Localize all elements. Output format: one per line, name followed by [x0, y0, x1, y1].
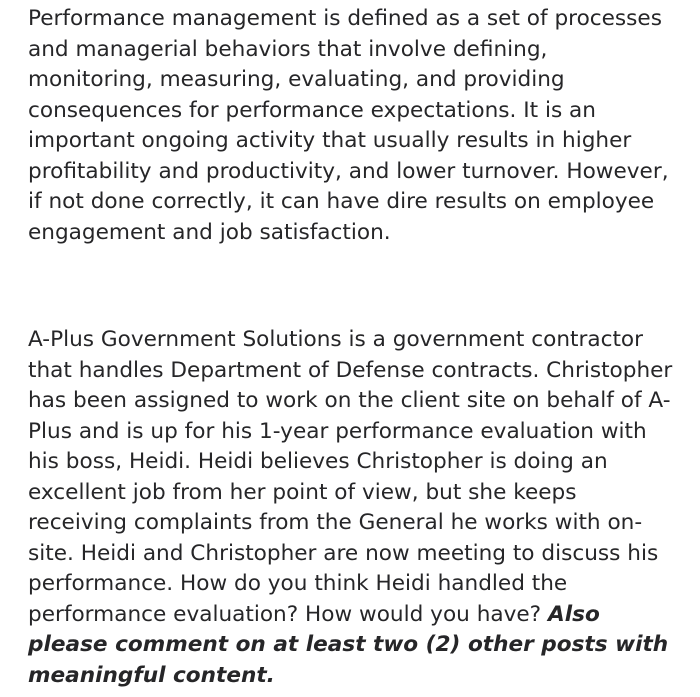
intro-paragraph: Performance management is defined as a set of processes and managerial behaviors that involve defining, monitoring, measuring, evaluating, and providing consequences for performance expectations. It is an important ongoing activity that usually results in higher profitability and productivity, and lower turnover. However, if not done correctly, it can have dire results on employee engagement and job satisfaction.	[28, 6, 669, 245]
document-body	[28, 4, 678, 688]
instruction-text: Also please comment on at least two (2) other posts with meaningful content.	[28, 601, 669, 688]
case-text: A-Plus Government Solutions is a government contractor that handles Department of Defense contracts. Christopher has been assigned to work on the client site on behalf of A-Plus and is up for his 1-year performance evaluation with his boss, Heidi. Heidi believes Christopher is doing an excellent job from her point of view, but she keeps receiving complaints from the General he works with on-site. Heidi and Christopher are now meeting to discuss his performance. How do you think Heidi handled the performance evaluation? How would you have?	[28, 327, 673, 627]
case-paragraph	[28, 325, 678, 691]
